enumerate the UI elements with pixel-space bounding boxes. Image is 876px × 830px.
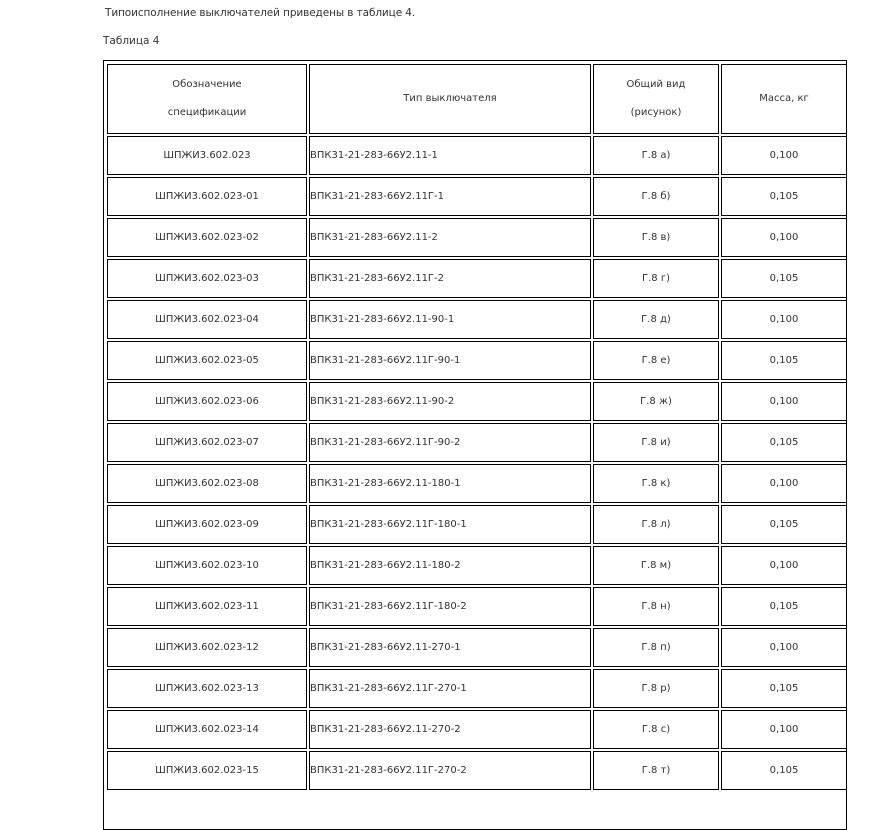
cell-designation: ШПЖИ3.602.023-11 [107, 587, 307, 626]
cell-figure: Г.8 н) [593, 587, 719, 626]
cell-mass: 0,105 [721, 423, 847, 462]
table-row [107, 177, 847, 216]
cell-mass: 0,105 [721, 751, 847, 790]
table-row [107, 505, 847, 544]
table-row [107, 587, 847, 626]
cell-designation: ШПЖИ3.602.023-14 [107, 710, 307, 749]
header-mass-label: Масса, кг [759, 93, 809, 104]
cell-figure: Г.8 г) [593, 259, 719, 298]
header-designation-line1: Обозначение [172, 79, 242, 90]
cell-mass: 0,105 [721, 505, 847, 544]
cell-figure: Г.8 а) [593, 136, 719, 175]
cell-figure: Г.8 р) [593, 669, 719, 708]
cell-mass: 0,100 [721, 136, 847, 175]
table-row [107, 136, 847, 175]
cell-switch-type: ВПК31-21-283-66У2.11Г-90-1 [309, 341, 591, 380]
header-general-view-line1: Общий вид [626, 79, 686, 90]
cell-figure: Г.8 к) [593, 464, 719, 503]
cell-designation: ШПЖИ3.602.023-10 [107, 546, 307, 585]
cell-switch-type: ВПК31-21-283-66У2.11Г-270-1 [309, 669, 591, 708]
cell-switch-type: ВПК31-21-283-66У2.11-180-2 [309, 546, 591, 585]
header-general-view-line2: (рисунок) [630, 107, 682, 118]
table-row [107, 300, 847, 339]
cell-designation: ШПЖИ3.602.023-13 [107, 669, 307, 708]
table-row [107, 628, 847, 667]
cell-switch-type: ВПК31-21-283-66У2.11-270-2 [309, 710, 591, 749]
cell-designation: ШПЖИ3.602.023-15 [107, 751, 307, 790]
cell-switch-type: ВПК31-21-283-66У2.11Г-180-2 [309, 587, 591, 626]
cell-figure: Г.8 в) [593, 218, 719, 257]
cell-mass: 0,100 [721, 464, 847, 503]
cell-figure: Г.8 п) [593, 628, 719, 667]
cell-figure: Г.8 д) [593, 300, 719, 339]
table-row [107, 259, 847, 298]
cell-designation: ШПЖИ3.602.023-09 [107, 505, 307, 544]
cell-figure: Г.8 м) [593, 546, 719, 585]
table-row [107, 382, 847, 421]
cell-mass: 0,105 [721, 669, 847, 708]
cell-mass: 0,100 [721, 218, 847, 257]
table-row [107, 218, 847, 257]
table-header-row [107, 64, 847, 134]
cell-switch-type: ВПК31-21-283-66У2.11Г-270-2 [309, 751, 591, 790]
cell-mass: 0,100 [721, 710, 847, 749]
cell-figure: Г.8 л) [593, 505, 719, 544]
cell-designation: ШПЖИ3.602.023 [107, 136, 307, 175]
header-switch-type [309, 64, 591, 134]
table-row [107, 423, 847, 462]
cell-mass: 0,100 [721, 628, 847, 667]
spec-table-frame [103, 60, 847, 830]
cell-switch-type: ВПК31-21-283-66У2.11-270-1 [309, 628, 591, 667]
cell-switch-type: ВПК31-21-283-66У2.11Г-2 [309, 259, 591, 298]
cell-designation: ШПЖИ3.602.023-01 [107, 177, 307, 216]
cell-mass: 0,100 [721, 546, 847, 585]
cell-designation: ШПЖИ3.602.023-03 [107, 259, 307, 298]
cell-figure: Г.8 ж) [593, 382, 719, 421]
cell-designation: ШПЖИ3.602.023-05 [107, 341, 307, 380]
intro-paragraph: Типоисполнение выключателей приведены в таблице 4. [105, 7, 416, 19]
header-switch-type-label: Тип выключателя [403, 93, 497, 104]
cell-figure: Г.8 е) [593, 341, 719, 380]
table-row [107, 710, 847, 749]
cell-mass: 0,100 [721, 382, 847, 421]
table-row [107, 546, 847, 585]
cell-mass: 0,105 [721, 341, 847, 380]
cell-switch-type: ВПК31-21-283-66У2.11-2 [309, 218, 591, 257]
cell-switch-type: ВПК31-21-283-66У2.11-90-2 [309, 382, 591, 421]
cell-designation: ШПЖИ3.602.023-06 [107, 382, 307, 421]
table-caption: Таблица 4 [103, 35, 160, 47]
cell-switch-type: ВПК31-21-283-66У2.11Г-180-1 [309, 505, 591, 544]
cell-switch-type: ВПК31-21-283-66У2.11Г-1 [309, 177, 591, 216]
header-designation-line2: спецификации [167, 107, 247, 118]
cell-figure: Г.8 и) [593, 423, 719, 462]
cell-designation: ШПЖИ3.602.023-02 [107, 218, 307, 257]
table-row [107, 341, 847, 380]
cell-designation: ШПЖИ3.602.023-08 [107, 464, 307, 503]
table-row [107, 464, 847, 503]
header-mass [721, 64, 847, 134]
cell-switch-type: ВПК31-21-283-66У2.11-180-1 [309, 464, 591, 503]
cell-designation: ШПЖИ3.602.023-04 [107, 300, 307, 339]
table-row [107, 751, 847, 790]
cell-mass: 0,100 [721, 300, 847, 339]
cell-switch-type: ВПК31-21-283-66У2.11Г-90-2 [309, 423, 591, 462]
table-row [107, 669, 847, 708]
cell-figure: Г.8 б) [593, 177, 719, 216]
cell-mass: 0,105 [721, 259, 847, 298]
cell-designation: ШПЖИ3.602.023-12 [107, 628, 307, 667]
switch-types-table [105, 62, 847, 792]
cell-switch-type: ВПК31-21-283-66У2.11-1 [309, 136, 591, 175]
cell-mass: 0,105 [721, 587, 847, 626]
cell-designation: ШПЖИ3.602.023-07 [107, 423, 307, 462]
cell-mass: 0,105 [721, 177, 847, 216]
cell-figure: Г.8 с) [593, 710, 719, 749]
header-designation [107, 64, 307, 134]
cell-switch-type: ВПК31-21-283-66У2.11-90-1 [309, 300, 591, 339]
cell-figure: Г.8 т) [593, 751, 719, 790]
table-body [107, 136, 847, 790]
header-general-view [593, 64, 719, 134]
